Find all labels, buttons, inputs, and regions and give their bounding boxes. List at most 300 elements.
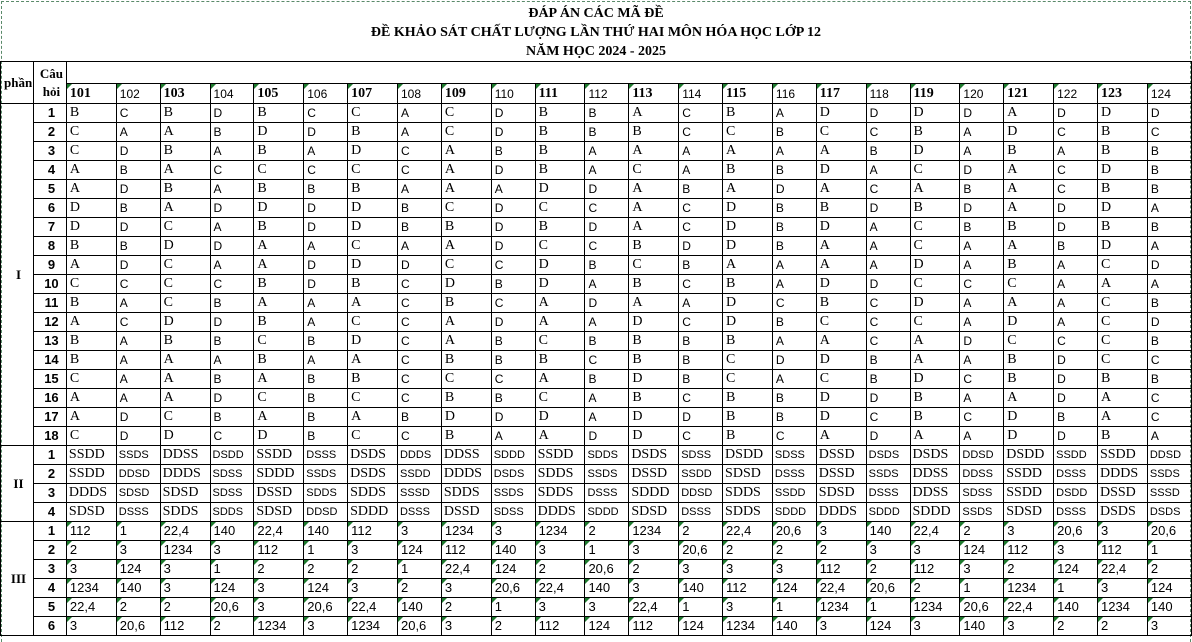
answer-cell[interactable]: B	[866, 351, 910, 370]
answer-cell[interactable]: B	[585, 332, 629, 351]
answer-cell[interactable]: D	[866, 275, 910, 294]
question-number-cell[interactable]: 12	[33, 313, 66, 332]
answer-cell[interactable]: B	[1004, 351, 1054, 370]
exam-code-header[interactable]: 116	[772, 84, 816, 104]
answer-cell[interactable]: B	[535, 161, 585, 180]
answer-cell[interactable]: A	[723, 142, 773, 161]
answer-cell[interactable]: DDSS	[160, 446, 210, 465]
answer-cell[interactable]: C	[585, 351, 629, 370]
answer-cell[interactable]: A	[348, 408, 398, 427]
answer-cell[interactable]: C	[397, 427, 441, 446]
answer-cell[interactable]: B	[491, 351, 535, 370]
answer-cell[interactable]: A	[772, 370, 816, 389]
answer-cell[interactable]: B	[397, 218, 441, 237]
answer-cell[interactable]: B	[679, 370, 723, 389]
answer-cell[interactable]: SDDD	[585, 503, 629, 522]
question-number-cell[interactable]: 9	[33, 256, 66, 275]
answer-cell[interactable]: B	[629, 275, 679, 294]
answer-cell[interactable]: 1234	[1097, 598, 1147, 617]
answer-cell[interactable]: 20,6	[960, 598, 1004, 617]
answer-cell[interactable]: A	[304, 313, 348, 332]
answer-cell[interactable]: C	[910, 218, 960, 237]
answer-cell[interactable]: DDSS	[960, 465, 1004, 484]
answer-cell[interactable]: 1	[1147, 541, 1191, 560]
answer-cell[interactable]: A	[66, 180, 116, 199]
answer-cell[interactable]: B	[1097, 427, 1147, 446]
answer-cell[interactable]: 1	[1054, 579, 1098, 598]
answer-cell[interactable]: 2	[254, 560, 304, 579]
answer-cell[interactable]: SSSD	[397, 484, 441, 503]
answer-cell[interactable]: SDSD	[816, 484, 866, 503]
answer-cell[interactable]: 20,6	[210, 598, 254, 617]
answer-cell[interactable]: C	[629, 161, 679, 180]
answer-cell[interactable]: SDSD	[66, 503, 116, 522]
answer-cell[interactable]: C	[585, 237, 629, 256]
exam-code-header[interactable]: 115	[723, 84, 773, 104]
answer-cell[interactable]: DSSD	[629, 465, 679, 484]
answer-cell[interactable]: A	[1054, 313, 1098, 332]
answer-cell[interactable]: C	[66, 142, 116, 161]
answer-cell[interactable]: A	[816, 332, 866, 351]
exam-code-header[interactable]: 114	[679, 84, 723, 104]
answer-cell[interactable]: D	[304, 199, 348, 218]
answer-cell[interactable]: A	[1004, 294, 1054, 313]
answer-cell[interactable]: 124	[1054, 560, 1098, 579]
answer-cell[interactable]: DDDS	[535, 503, 585, 522]
answer-cell[interactable]: B	[723, 332, 773, 351]
answer-cell[interactable]: D	[348, 332, 398, 351]
answer-cell[interactable]: A	[585, 142, 629, 161]
answer-cell[interactable]: DDDS	[160, 465, 210, 484]
answer-cell[interactable]: DSSS	[679, 503, 723, 522]
answer-cell[interactable]: C	[960, 275, 1004, 294]
answer-cell[interactable]: B	[535, 142, 585, 161]
answer-cell[interactable]: SDSD	[160, 484, 210, 503]
answer-cell[interactable]: A	[585, 161, 629, 180]
answer-cell[interactable]: C	[723, 351, 773, 370]
answer-cell[interactable]: SDDD	[629, 484, 679, 503]
answer-cell[interactable]: 20,6	[1054, 522, 1098, 541]
answer-cell[interactable]: C	[1097, 313, 1147, 332]
answer-cell[interactable]: C	[66, 370, 116, 389]
answer-cell[interactable]: A	[160, 351, 210, 370]
answer-cell[interactable]: A	[254, 237, 304, 256]
question-number-cell[interactable]: 11	[33, 294, 66, 313]
answer-cell[interactable]: SDDS	[535, 484, 585, 503]
answer-cell[interactable]: A	[441, 237, 491, 256]
answer-cell[interactable]: 1	[960, 579, 1004, 598]
answer-cell[interactable]: 2	[960, 522, 1004, 541]
answer-cell[interactable]: 112	[160, 617, 210, 636]
answer-cell[interactable]: C	[397, 142, 441, 161]
answer-cell[interactable]: DSSS	[397, 503, 441, 522]
answer-cell[interactable]: D	[160, 237, 210, 256]
answer-cell[interactable]: C	[348, 427, 398, 446]
answer-cell[interactable]: 1234	[629, 522, 679, 541]
answer-cell[interactable]: D	[491, 199, 535, 218]
answer-cell[interactable]: C	[1097, 294, 1147, 313]
answer-cell[interactable]: A	[679, 294, 723, 313]
answer-cell[interactable]: SSDD	[66, 446, 116, 465]
answer-cell[interactable]: C	[160, 218, 210, 237]
answer-cell[interactable]: D	[397, 256, 441, 275]
question-number-cell[interactable]: 6	[33, 199, 66, 218]
answer-cell[interactable]: 1	[116, 522, 160, 541]
answer-cell[interactable]: A	[441, 161, 491, 180]
answer-cell[interactable]: 1234	[160, 541, 210, 560]
answer-cell[interactable]: D	[254, 427, 304, 446]
answer-cell[interactable]: 3	[1004, 522, 1054, 541]
answer-cell[interactable]: 124	[679, 617, 723, 636]
answer-cell[interactable]: B	[866, 370, 910, 389]
answer-cell[interactable]: SSDD	[772, 484, 816, 503]
answer-cell[interactable]: B	[1004, 142, 1054, 161]
answer-cell[interactable]: D	[772, 180, 816, 199]
answer-cell[interactable]: SSDD	[1097, 446, 1147, 465]
answer-cell[interactable]: 140	[116, 579, 160, 598]
answer-cell[interactable]: A	[910, 427, 960, 446]
answer-cell[interactable]: A	[1004, 237, 1054, 256]
answer-cell[interactable]: D	[772, 351, 816, 370]
answer-cell[interactable]: 140	[1147, 598, 1191, 617]
answer-cell[interactable]: C	[910, 237, 960, 256]
answer-cell[interactable]: 124	[960, 541, 1004, 560]
answer-cell[interactable]: D	[254, 199, 304, 218]
answer-cell[interactable]: C	[679, 389, 723, 408]
answer-cell[interactable]: B	[304, 408, 348, 427]
question-number-cell[interactable]: 1	[33, 104, 66, 123]
exam-code-header[interactable]: 111	[535, 84, 585, 104]
exam-code-header[interactable]: 102	[116, 84, 160, 104]
answer-cell[interactable]: 2	[441, 598, 491, 617]
answer-cell[interactable]: 3	[585, 598, 629, 617]
exam-code-header[interactable]: 117	[816, 84, 866, 104]
answer-cell[interactable]: C	[160, 294, 210, 313]
answer-cell[interactable]: C	[866, 332, 910, 351]
answer-cell[interactable]: 2	[116, 598, 160, 617]
answer-cell[interactable]: C	[397, 370, 441, 389]
answer-cell[interactable]: A	[1004, 104, 1054, 123]
answer-cell[interactable]: B	[397, 408, 441, 427]
answer-cell[interactable]: 20,6	[116, 617, 160, 636]
answer-cell[interactable]: A	[491, 180, 535, 199]
answer-cell[interactable]: B	[772, 313, 816, 332]
answer-cell[interactable]: B	[210, 123, 254, 142]
answer-cell[interactable]: 112	[66, 522, 116, 541]
answer-cell[interactable]: 20,6	[1147, 522, 1191, 541]
answer-cell[interactable]: C	[585, 199, 629, 218]
answer-cell[interactable]: 3	[629, 579, 679, 598]
answer-cell[interactable]: A	[348, 294, 398, 313]
answer-cell[interactable]: 2	[1054, 617, 1098, 636]
answer-cell[interactable]: C	[866, 294, 910, 313]
answer-cell[interactable]: D	[816, 275, 866, 294]
answer-cell[interactable]: C	[1097, 256, 1147, 275]
answer-cell[interactable]: SSDS	[491, 484, 535, 503]
answer-cell[interactable]: B	[772, 199, 816, 218]
answer-cell[interactable]: A	[254, 370, 304, 389]
answer-cell[interactable]: A	[1054, 294, 1098, 313]
answer-cell[interactable]: C	[816, 123, 866, 142]
answer-cell[interactable]: C	[960, 408, 1004, 427]
answer-cell[interactable]: D	[960, 332, 1004, 351]
exam-code-header[interactable]: 107	[348, 84, 398, 104]
answer-cell[interactable]: 22,4	[535, 579, 585, 598]
answer-cell[interactable]: C	[1097, 351, 1147, 370]
section-label-cell[interactable]: II	[1, 446, 34, 522]
answer-cell[interactable]: D	[1054, 389, 1098, 408]
question-number-cell[interactable]: 5	[33, 598, 66, 617]
answer-cell[interactable]: A	[1147, 237, 1191, 256]
answer-cell[interactable]: D	[1097, 161, 1147, 180]
answer-cell[interactable]: A	[866, 256, 910, 275]
answer-cell[interactable]: 2	[397, 579, 441, 598]
answer-cell[interactable]: C	[535, 237, 585, 256]
answer-cell[interactable]: C	[866, 313, 910, 332]
answer-cell[interactable]: DSDD	[723, 446, 773, 465]
answer-cell[interactable]: C	[397, 275, 441, 294]
answer-cell[interactable]: B	[304, 180, 348, 199]
answer-cell[interactable]: SDDS	[304, 484, 348, 503]
answer-cell[interactable]: A	[960, 237, 1004, 256]
answer-cell[interactable]: B	[629, 123, 679, 142]
answer-cell[interactable]: B	[1147, 161, 1191, 180]
answer-cell[interactable]: 2	[679, 522, 723, 541]
answer-cell[interactable]: DSDS	[866, 446, 910, 465]
answer-cell[interactable]: D	[1147, 313, 1191, 332]
answer-cell[interactable]: 1234	[816, 598, 866, 617]
answer-cell[interactable]: SSDD	[1004, 484, 1054, 503]
answer-cell[interactable]: 22,4	[160, 522, 210, 541]
answer-cell[interactable]: C	[441, 256, 491, 275]
answer-cell[interactable]: B	[1147, 142, 1191, 161]
answer-cell[interactable]: 2	[1004, 560, 1054, 579]
answer-cell[interactable]: A	[816, 427, 866, 446]
answer-cell[interactable]: A	[116, 294, 160, 313]
answer-cell[interactable]: DSSS	[1054, 465, 1098, 484]
answer-cell[interactable]: C	[960, 370, 1004, 389]
answer-cell[interactable]: 2	[66, 541, 116, 560]
answer-cell[interactable]: 2	[723, 541, 773, 560]
answer-cell[interactable]: D	[1054, 427, 1098, 446]
answer-cell[interactable]: B	[491, 142, 535, 161]
answer-cell[interactable]: A	[491, 427, 535, 446]
answer-cell[interactable]: B	[491, 332, 535, 351]
answer-cell[interactable]: D	[116, 180, 160, 199]
question-number-cell[interactable]: 8	[33, 237, 66, 256]
answer-cell[interactable]: A	[816, 142, 866, 161]
answer-cell[interactable]: SSSD	[1147, 484, 1191, 503]
answer-cell[interactable]: D	[66, 218, 116, 237]
section-label-cell[interactable]: III	[1, 522, 34, 636]
answer-cell[interactable]: B	[910, 199, 960, 218]
answer-cell[interactable]: A	[629, 218, 679, 237]
answer-cell[interactable]: SSDS	[116, 446, 160, 465]
answer-cell[interactable]: 22,4	[723, 522, 773, 541]
question-number-cell[interactable]: 10	[33, 275, 66, 294]
answer-cell[interactable]: 22,4	[816, 579, 866, 598]
answer-cell[interactable]: D	[441, 408, 491, 427]
answer-cell[interactable]: 3	[304, 617, 348, 636]
answer-cell[interactable]: C	[866, 180, 910, 199]
answer-cell[interactable]: D	[491, 104, 535, 123]
answer-cell[interactable]: D	[491, 123, 535, 142]
answer-cell[interactable]: C	[210, 161, 254, 180]
answer-cell[interactable]: C	[348, 237, 398, 256]
answer-cell[interactable]: 2	[210, 617, 254, 636]
answer-cell[interactable]: 1	[866, 598, 910, 617]
answer-cell[interactable]: A	[441, 142, 491, 161]
answer-cell[interactable]: C	[254, 389, 304, 408]
answer-cell[interactable]: 3	[816, 522, 866, 541]
question-number-cell[interactable]: 6	[33, 617, 66, 636]
question-number-cell[interactable]: 17	[33, 408, 66, 427]
answer-cell[interactable]: C	[866, 408, 910, 427]
answer-cell[interactable]: C	[910, 275, 960, 294]
answer-cell[interactable]: 3	[254, 579, 304, 598]
answer-cell[interactable]: B	[1147, 332, 1191, 351]
answer-cell[interactable]: A	[441, 313, 491, 332]
answer-cell[interactable]: 3	[160, 560, 210, 579]
answer-cell[interactable]: SDDS	[723, 503, 773, 522]
answer-cell[interactable]: 112	[629, 617, 679, 636]
answer-cell[interactable]: A	[960, 294, 1004, 313]
answer-cell[interactable]: C	[679, 218, 723, 237]
answer-cell[interactable]: 1	[772, 598, 816, 617]
answer-cell[interactable]: 140	[585, 579, 629, 598]
answer-cell[interactable]: B	[348, 123, 398, 142]
answer-cell[interactable]: 3	[160, 579, 210, 598]
exam-code-header[interactable]: 119	[910, 84, 960, 104]
answer-cell[interactable]: SDSS	[679, 446, 723, 465]
answer-cell[interactable]: B	[66, 332, 116, 351]
answer-cell[interactable]: D	[491, 408, 535, 427]
answer-cell[interactable]: C	[116, 104, 160, 123]
answer-cell[interactable]: A	[772, 256, 816, 275]
answer-cell[interactable]: 3	[772, 560, 816, 579]
answer-cell[interactable]: A	[1004, 199, 1054, 218]
answer-cell[interactable]: D	[910, 294, 960, 313]
question-number-cell[interactable]: 18	[33, 427, 66, 446]
answer-cell[interactable]: A	[866, 161, 910, 180]
answer-cell[interactable]: A	[816, 180, 866, 199]
answer-cell[interactable]: C	[348, 313, 398, 332]
answer-cell[interactable]: D	[348, 218, 398, 237]
exam-code-header[interactable]: 105	[254, 84, 304, 104]
answer-cell[interactable]: 1	[679, 598, 723, 617]
answer-cell[interactable]: A	[348, 351, 398, 370]
answer-cell[interactable]: D	[816, 351, 866, 370]
answer-cell[interactable]: D	[441, 275, 491, 294]
answer-cell[interactable]: 2	[535, 560, 585, 579]
answer-cell[interactable]: A	[116, 370, 160, 389]
answer-cell[interactable]: D	[66, 199, 116, 218]
exam-code-header[interactable]: 108	[397, 84, 441, 104]
question-number-cell[interactable]: 5	[33, 180, 66, 199]
answer-cell[interactable]: 3	[816, 617, 866, 636]
exam-code-header[interactable]: 109	[441, 84, 491, 104]
answer-cell[interactable]: C	[679, 104, 723, 123]
answer-cell[interactable]: C	[348, 389, 398, 408]
answer-cell[interactable]: 2	[816, 541, 866, 560]
answer-cell[interactable]: 3	[1097, 522, 1147, 541]
question-number-cell[interactable]: 1	[33, 446, 66, 465]
answer-cell[interactable]: C	[1147, 389, 1191, 408]
answer-cell[interactable]: A	[629, 199, 679, 218]
answer-cell[interactable]: 22,4	[1097, 560, 1147, 579]
answer-cell[interactable]: A	[960, 313, 1004, 332]
answer-cell[interactable]: 140	[304, 522, 348, 541]
answer-cell[interactable]: A	[116, 332, 160, 351]
answer-cell[interactable]: B	[304, 370, 348, 389]
answer-cell[interactable]: DSSS	[1054, 503, 1098, 522]
answer-cell[interactable]: C	[1147, 408, 1191, 427]
answer-cell[interactable]: D	[960, 104, 1004, 123]
answer-cell[interactable]: A	[1097, 389, 1147, 408]
answer-cell[interactable]: DSDS	[910, 446, 960, 465]
answer-cell[interactable]: 3	[723, 560, 773, 579]
answer-cell[interactable]: SDSD	[116, 484, 160, 503]
answer-cell[interactable]: A	[1004, 389, 1054, 408]
question-number-cell[interactable]: 4	[33, 579, 66, 598]
answer-cell[interactable]: 1	[585, 541, 629, 560]
answer-cell[interactable]: 3	[910, 617, 960, 636]
answer-cell[interactable]: 20,6	[772, 522, 816, 541]
exam-code-header[interactable]: 104	[210, 84, 254, 104]
answer-cell[interactable]: A	[1147, 199, 1191, 218]
answer-cell[interactable]: C	[491, 294, 535, 313]
answer-cell[interactable]: SDDD	[254, 465, 304, 484]
answer-cell[interactable]: A	[910, 180, 960, 199]
answer-cell[interactable]: B	[1147, 218, 1191, 237]
answer-cell[interactable]: 112	[535, 617, 585, 636]
answer-cell[interactable]: 3	[535, 598, 585, 617]
answer-cell[interactable]: D	[723, 294, 773, 313]
answer-cell[interactable]: B	[1004, 370, 1054, 389]
question-number-cell[interactable]: 4	[33, 161, 66, 180]
exam-code-header[interactable]: 122	[1054, 84, 1098, 104]
answer-cell[interactable]: A	[116, 389, 160, 408]
answer-cell[interactable]: B	[160, 104, 210, 123]
answer-cell[interactable]: DDSD	[1147, 446, 1191, 465]
answer-cell[interactable]: C	[441, 104, 491, 123]
answer-cell[interactable]: 2	[772, 541, 816, 560]
answer-cell[interactable]: D	[491, 218, 535, 237]
answer-cell[interactable]: D	[304, 256, 348, 275]
question-number-cell[interactable]: 7	[33, 218, 66, 237]
answer-cell[interactable]: B	[160, 142, 210, 161]
answer-cell[interactable]: SDDS	[723, 484, 773, 503]
answer-cell[interactable]: C	[66, 275, 116, 294]
answer-cell[interactable]: 112	[1004, 541, 1054, 560]
answer-cell[interactable]: DSSD	[441, 503, 491, 522]
answer-cell[interactable]: 1234	[348, 617, 398, 636]
answer-cell[interactable]: DDDS	[816, 503, 866, 522]
answer-cell[interactable]: A	[960, 142, 1004, 161]
exam-code-header[interactable]: 103	[160, 84, 210, 104]
answer-cell[interactable]: D	[585, 218, 629, 237]
answer-cell[interactable]: C	[1004, 275, 1054, 294]
answer-cell[interactable]: B	[910, 408, 960, 427]
answer-cell[interactable]: B	[254, 275, 304, 294]
answer-cell[interactable]: A	[960, 123, 1004, 142]
answer-cell[interactable]: D	[491, 313, 535, 332]
answer-cell[interactable]: 112	[723, 579, 773, 598]
answer-cell[interactable]: D	[210, 313, 254, 332]
answer-cell[interactable]: 124	[210, 579, 254, 598]
answer-cell[interactable]: DSDS	[348, 465, 398, 484]
answer-cell[interactable]: DDDS	[66, 484, 116, 503]
